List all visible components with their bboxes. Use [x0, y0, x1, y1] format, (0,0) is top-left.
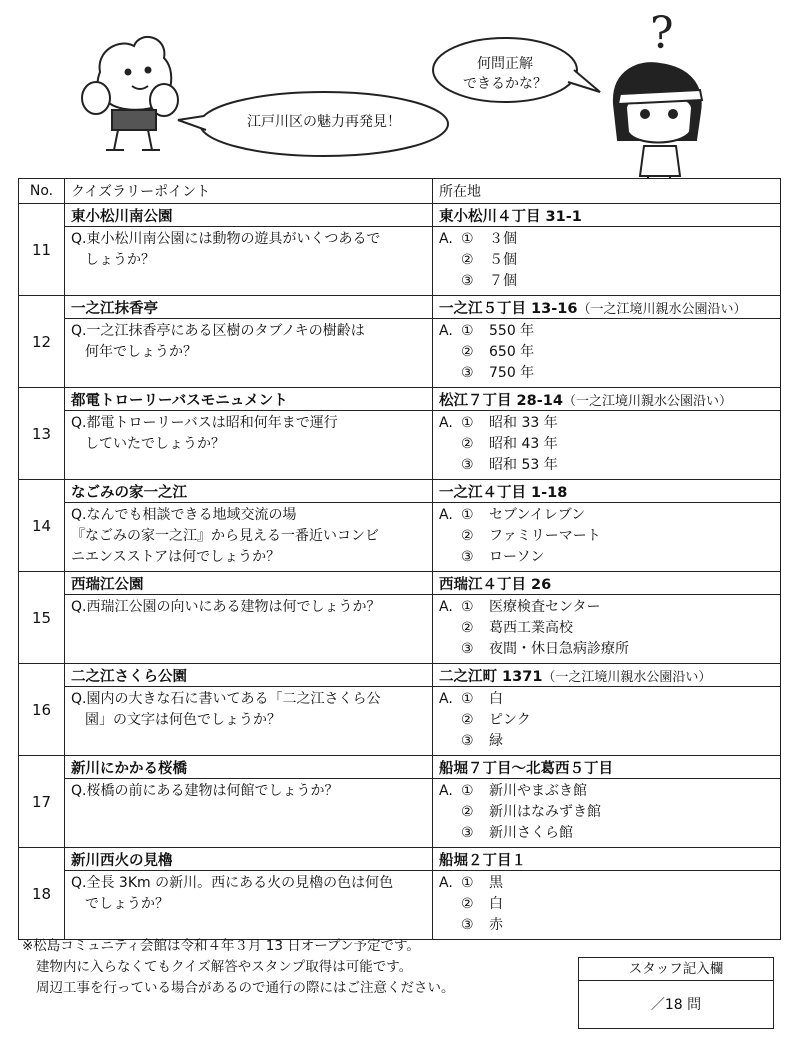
quiz-body: [19, 204, 781, 940]
answer-mark: ③: [461, 917, 474, 933]
question-text: [65, 227, 433, 296]
mascot-right-icon: [614, 8, 702, 178]
location-note: （一之江境川親水公園沿い）: [577, 301, 747, 317]
question-text: [65, 503, 433, 572]
location-address: 船堀７丁目～北葛西５丁目: [439, 760, 613, 777]
answer-option[interactable]: [439, 526, 780, 547]
answer-option[interactable]: [439, 321, 780, 342]
answer-prefix: A.: [439, 783, 453, 799]
point-location: [433, 848, 781, 871]
question-line: Q.一之江抹香亭にある区樹のタブノキの樹齢は: [71, 323, 365, 339]
quiz-point-row: [19, 848, 781, 871]
answer-text: 葛西工業高校: [489, 620, 573, 636]
answer-text: 医療検査センター: [489, 599, 601, 615]
footer-line3: 周辺工事を行っている場合があるので通行の際にはご注意ください。: [36, 980, 455, 996]
location-address: 松江７丁目 28-14: [439, 392, 563, 409]
answer-prefix: [439, 455, 461, 476]
answer-mark: ②: [461, 436, 474, 452]
answer-mark: ③: [461, 457, 474, 473]
answer-mark: ①: [461, 323, 474, 339]
answer-text: 650 年: [489, 344, 535, 360]
answer-text: ローソン: [489, 549, 545, 565]
answer-option[interactable]: [439, 271, 780, 292]
answer-option[interactable]: [439, 250, 780, 271]
location-address: 船堀２丁目１: [439, 852, 526, 869]
bubble-right-text: [440, 54, 570, 94]
header-location: 所在地: [433, 179, 781, 204]
table-header-row: [19, 179, 781, 204]
quiz-question-row: [19, 595, 781, 664]
bubble-right-line2: できるかな？: [463, 76, 547, 92]
answer-prefix: A.: [439, 323, 453, 339]
answer-mark: ①: [461, 599, 474, 615]
quiz-question-row: [19, 687, 781, 756]
question-line: ニエンスストアは何でしょうか？: [71, 549, 281, 565]
point-location: [433, 388, 781, 411]
answer-text: 550 年: [489, 323, 535, 339]
answer-prefix: A.: [439, 231, 453, 247]
answer-option[interactable]: [439, 781, 780, 802]
point-number: 15: [19, 572, 65, 664]
answer-prefix: [439, 363, 461, 384]
answer-text: 昭和 43 年: [489, 436, 558, 452]
answer-prefix: A.: [439, 599, 453, 615]
question-line: Q.桜橋の前にある建物は何館でしょうか？: [71, 783, 339, 799]
answer-mark: ①: [461, 691, 474, 707]
answer-text: 新川やまぶき館: [489, 783, 587, 799]
footer-line1: ※松島コミュニティ会館は令和４年３月 13 日オープン予定です。: [22, 938, 420, 954]
question-line: でしょうか？: [85, 896, 169, 912]
quiz-question-row: [19, 871, 781, 940]
quiz-point-row: [19, 480, 781, 503]
answer-text: 緑: [489, 733, 503, 749]
answer-mark: ②: [461, 620, 474, 636]
answer-prefix: [439, 526, 461, 547]
question-line: Q.なんでも相談できる地域交流の場: [71, 507, 297, 523]
answer-prefix: [439, 802, 461, 823]
answer-text: 昭和 53 年: [489, 457, 558, 473]
footer-line2: 建物内に入らなくてもクイズ解答やスタンプ取得は可能です。: [36, 959, 413, 975]
answer-prefix: [439, 250, 461, 271]
answer-option[interactable]: [439, 731, 780, 752]
answer-mark: ②: [461, 344, 474, 360]
answer-mark: ①: [461, 783, 474, 799]
answer-text: ファミリーマート: [489, 528, 601, 544]
question-text: [65, 595, 433, 664]
answer-text: 白: [489, 691, 503, 707]
question-text: [65, 411, 433, 480]
answer-choices: [433, 319, 781, 388]
location-address: 西瑞江４丁目 26: [439, 576, 552, 593]
answer-mark: ②: [461, 804, 474, 820]
point-location: [433, 572, 781, 595]
point-number: 18: [19, 848, 65, 940]
answer-mark: ③: [461, 549, 474, 565]
answer-option[interactable]: [439, 710, 780, 731]
question-line: Q.西瑞江公園の向いにある建物は何でしょうか？: [71, 599, 381, 615]
quiz-table: [18, 178, 781, 940]
question-line: Q.東小松川南公園には動物の遊具がいくつあるで: [71, 231, 381, 247]
point-location: [433, 480, 781, 503]
point-name: 東小松川南公園: [65, 204, 433, 227]
point-number: 14: [19, 480, 65, 572]
answer-prefix: [439, 547, 461, 568]
question-line: Q.都電トローリーバスは昭和何年まで運行: [71, 415, 338, 431]
answer-choices: [433, 411, 781, 480]
quiz-point-row: [19, 572, 781, 595]
answer-option[interactable]: [439, 547, 780, 568]
answer-text: 夜間・休日急病診療所: [489, 641, 629, 657]
answer-option[interactable]: [439, 894, 780, 915]
question-line: 何年でしょうか？: [85, 344, 197, 360]
answer-option[interactable]: [439, 413, 780, 434]
mascot-left-icon: [82, 37, 178, 150]
point-location: [433, 296, 781, 319]
answer-option[interactable]: [439, 363, 780, 384]
answer-mark: ③: [461, 365, 474, 381]
answer-prefix: [439, 271, 461, 292]
answer-option[interactable]: [439, 455, 780, 476]
point-location: [433, 756, 781, 779]
point-name: 西瑞江公園: [65, 572, 433, 595]
answer-option[interactable]: [439, 505, 780, 526]
answer-text: 750 年: [489, 365, 535, 381]
staff-score-field[interactable]: ／18 問: [650, 997, 702, 1013]
answer-text: セブンイレブン: [489, 507, 586, 523]
answer-mark: ②: [461, 252, 474, 268]
location-address: 東小松川４丁目 31-1: [439, 208, 582, 225]
quiz-question-row: [19, 411, 781, 480]
answer-text: 黒: [489, 875, 503, 891]
header-point: クイズラリーポイント: [65, 179, 433, 204]
answer-mark: ①: [461, 231, 474, 247]
question-text: [65, 319, 433, 388]
question-text: [65, 687, 433, 756]
staff-entry-title: スタッフ記入欄: [579, 958, 773, 981]
answer-mark: ③: [461, 273, 474, 289]
header-illustration: [0, 0, 800, 178]
point-name: 新川にかかる桜橋: [65, 756, 433, 779]
staff-entry-box: [578, 957, 774, 1029]
question-text: [65, 871, 433, 940]
question-line: していたでしょうか？: [85, 436, 225, 452]
point-location: [433, 664, 781, 687]
answer-choices: [433, 779, 781, 848]
location-address: 一之江４丁目 1-18: [439, 484, 568, 501]
quiz-point-row: [19, 204, 781, 227]
answer-text: ピンク: [489, 712, 531, 728]
answer-mark: ①: [461, 875, 474, 891]
answer-mark: ①: [461, 507, 474, 523]
answer-prefix: [439, 639, 461, 660]
point-number: 16: [19, 664, 65, 756]
quiz-question-row: [19, 227, 781, 296]
point-name: なごみの家一之江: [65, 480, 433, 503]
answer-mark: ③: [461, 641, 474, 657]
answer-prefix: [439, 434, 461, 455]
location-address: 一之江５丁目 13-16: [439, 300, 578, 317]
answer-option[interactable]: [439, 802, 780, 823]
answer-prefix: A.: [439, 415, 453, 431]
answer-choices: [433, 503, 781, 572]
answer-option[interactable]: [439, 597, 780, 618]
quiz-question-row: [19, 319, 781, 388]
answer-mark: ③: [461, 825, 474, 841]
point-number: 11: [19, 204, 65, 296]
point-number: 13: [19, 388, 65, 480]
answer-prefix: [439, 915, 461, 936]
answer-text: 白: [489, 896, 503, 912]
answer-choices: [433, 871, 781, 940]
answer-prefix: [439, 618, 461, 639]
answer-option[interactable]: [439, 873, 780, 894]
answer-choices: [433, 227, 781, 296]
answer-option[interactable]: [439, 639, 780, 660]
answer-option[interactable]: [439, 229, 780, 250]
quiz-point-row: [19, 296, 781, 319]
question-line: 園」の文字は何色でしょうか？: [85, 712, 281, 728]
answer-mark: ②: [461, 712, 474, 728]
svg-text:?: ?: [650, 8, 674, 59]
answer-option[interactable]: [439, 689, 780, 710]
answer-choices: [433, 595, 781, 664]
answer-text: 新川さくら館: [489, 825, 573, 841]
answer-choices: [433, 687, 781, 756]
question-line: 『なごみの家一之江』から見える一番近いコンビ: [71, 528, 379, 544]
question-line: しょうか？: [85, 252, 155, 268]
point-location: [433, 204, 781, 227]
quiz-point-row: [19, 388, 781, 411]
answer-option[interactable]: [439, 434, 780, 455]
answer-mark: ①: [461, 415, 474, 431]
answer-prefix: [439, 342, 461, 363]
answer-text: ５個: [489, 252, 517, 268]
point-number: 17: [19, 756, 65, 848]
answer-text: ３個: [489, 231, 517, 247]
answer-text: 昭和 33 年: [489, 415, 558, 431]
answer-prefix: [439, 710, 461, 731]
answer-prefix: [439, 823, 461, 844]
answer-option[interactable]: [439, 915, 780, 936]
quiz-point-row: [19, 756, 781, 779]
answer-option[interactable]: [439, 823, 780, 844]
header-no: No.: [19, 179, 65, 204]
answer-text: ７個: [489, 273, 517, 289]
point-name: 都電トローリーバスモニュメント: [65, 388, 433, 411]
location-note: （一之江境川親水公園沿い）: [542, 669, 712, 685]
answer-mark: ②: [461, 528, 474, 544]
answer-text: 新川はなみずき館: [489, 804, 601, 820]
answer-prefix: A.: [439, 507, 453, 523]
answer-mark: ③: [461, 733, 474, 749]
location-address: 二之江町 1371: [439, 668, 543, 685]
bubble-left-text: 江戸川区の魅力再発見！: [247, 114, 401, 130]
answer-prefix: A.: [439, 875, 453, 891]
quiz-question-row: [19, 503, 781, 572]
question-line: Q.全長 3Km の新川。西にある火の見櫓の色は何色: [71, 875, 394, 891]
answer-option[interactable]: [439, 618, 780, 639]
bubble-right-line1: 何問正解: [477, 56, 533, 72]
answer-prefix: A.: [439, 691, 453, 707]
quiz-question-row: [19, 779, 781, 848]
answer-option[interactable]: [439, 342, 780, 363]
footer-note: [22, 936, 455, 999]
location-note: （一之江境川親水公園沿い）: [562, 393, 732, 409]
answer-prefix: [439, 731, 461, 752]
point-name: 新川西火の見櫓: [65, 848, 433, 871]
answer-mark: ②: [461, 896, 474, 912]
question-line: Q.園内の大きな石に書いてある「二之江さくら公: [71, 691, 381, 707]
question-text: [65, 779, 433, 848]
point-number: 12: [19, 296, 65, 388]
point-name: 二之江さくら公園: [65, 664, 433, 687]
answer-prefix: [439, 894, 461, 915]
answer-text: 赤: [489, 917, 503, 933]
quiz-point-row: [19, 664, 781, 687]
point-name: 一之江抹香亭: [65, 296, 433, 319]
